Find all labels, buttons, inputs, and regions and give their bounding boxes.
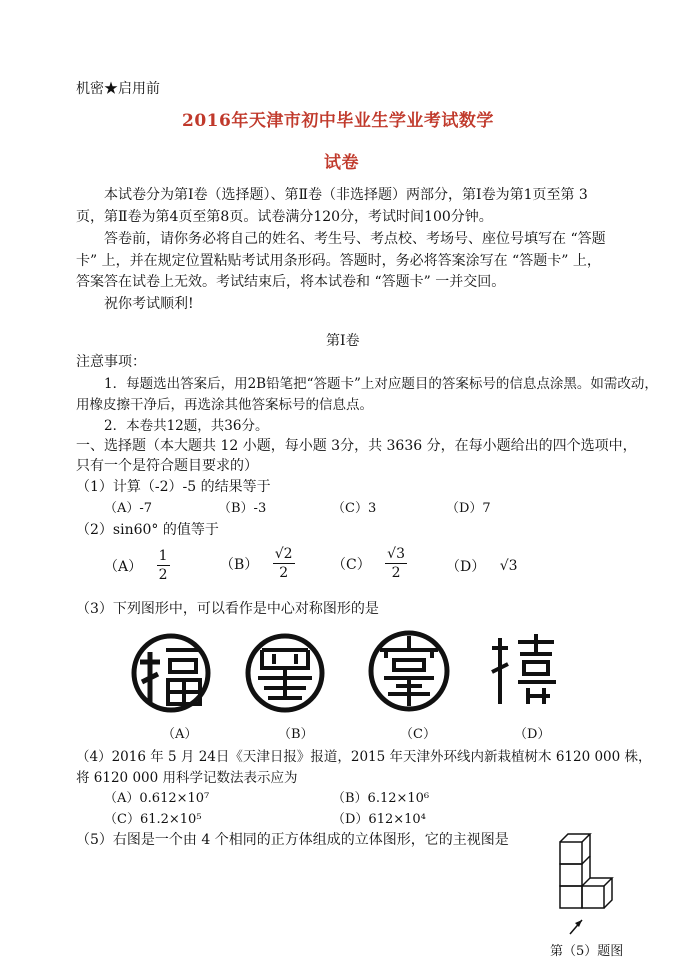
q2-stem: （2）sin60° 的值等于 xyxy=(76,522,219,538)
q1-option-a: （A）-7 xyxy=(104,501,153,516)
intro-line-5: 答案答在试卷上无效。考试结束后，将本试卷和 “答题卡” 一并交回。 xyxy=(76,274,506,290)
section-title: 第Ⅰ卷 xyxy=(326,333,360,349)
q4-stem-cont: 将 6120 000 用科学记数法表示应为 xyxy=(76,770,298,786)
fraction-numerator: 1 xyxy=(158,548,168,564)
fraction-sqrt2-over-2 xyxy=(273,545,295,582)
note-1: 1．每题选出答案后，用2B铅笔把“答题卡”上对应题目的答案标号的信息点涂黑。如需改动， xyxy=(104,376,658,392)
fraction-numerator: √2 xyxy=(274,546,293,562)
q1-option-d: （D）7 xyxy=(446,501,491,516)
intro-line-1: 本试卷分为第Ⅰ卷（选择题）、第Ⅱ卷（非选择题）两部分，第Ⅰ卷为第1页至第 3 xyxy=(104,187,588,203)
seal-d-icon xyxy=(484,628,566,712)
q3-option-d: （D） xyxy=(514,727,551,742)
fraction-sqrt3-over-2 xyxy=(385,545,407,582)
part1-heading-cont: 只有一个是符合题目要求的） xyxy=(76,458,258,474)
intro-line-2: 页，第Ⅱ卷为第4页至第8页。试卷满分120分，考试时间100分钟。 xyxy=(76,209,493,225)
seal-fu-icon xyxy=(130,632,212,714)
q1-option-b: （B）-3 xyxy=(218,501,267,516)
q3-option-b: （B） xyxy=(278,727,314,742)
fraction-denominator: 2 xyxy=(279,565,289,581)
q4-stem: （4）2016 年 5 月 24日《天津日报》报道，2015 年天津外环线内新栽植树木 6120 000 株， xyxy=(76,749,652,765)
exam-subtitle: 试卷 xyxy=(324,153,359,173)
q2-option-b xyxy=(220,545,295,582)
intro-line-4: 卡” 上，并在规定位置粘贴考试用条形码。答题时，务必将答案涂写在 “答题卡” 上， xyxy=(76,253,601,269)
q3-option-c: （C） xyxy=(400,727,436,742)
fraction-numerator: √3 xyxy=(387,546,405,562)
q2-option-c-label: （C） xyxy=(332,556,371,573)
seal-b-icon xyxy=(244,632,326,714)
q2-option-b-label: （B） xyxy=(220,556,259,573)
exam-title: 2016年天津市初中毕业生学业考试数学 xyxy=(182,111,494,131)
q1-stem: （1）计算（-2）-5 的结果等于 xyxy=(76,479,271,495)
q4-option-a: （A）0.612×10⁷ xyxy=(104,791,210,806)
note-2: 2．本卷共12题，共36分。 xyxy=(104,418,269,434)
intro-line-3: 答卷前，请你务必将自己的姓名、考生号、考点校、考场号、座位号填写在 “答题 xyxy=(104,231,606,247)
q2-option-d xyxy=(446,556,518,576)
q5-figure-caption: 第（5）题图 xyxy=(550,944,624,959)
fraction-one-half xyxy=(157,547,170,584)
q2-option-a-label: （A） xyxy=(104,558,143,575)
q2-option-d-label: （D） xyxy=(446,559,486,575)
seal-c-icon xyxy=(366,628,452,714)
q5-stem: （5）右图是一个由 4 个相同的正方体组成的立体图形，它的主视图是 xyxy=(76,832,509,848)
confidential-label: 机密★启用前 xyxy=(76,81,160,97)
q3-stem: （3）下列图形中，可以看作是中心对称图形的是 xyxy=(76,601,379,617)
q3-option-a: （A） xyxy=(162,727,198,742)
fraction-denominator: 2 xyxy=(391,565,401,581)
part1-heading: 一、选择题（本大题共 12 小题，每小题 3分，共 3636 分，在每小题给出的四个选项中， xyxy=(76,438,637,454)
q4-option-c: （C）61.2×10⁵ xyxy=(104,812,202,827)
q4-option-b: （B）6.12×10⁶ xyxy=(332,791,430,806)
intro-wish: 祝你考试顺利! xyxy=(104,296,194,312)
q4-option-d: （D）612×10⁴ xyxy=(332,812,426,827)
notes-heading: 注意事项： xyxy=(76,354,146,370)
note-1-cont: 用橡皮擦干净后，再选涂其他答案标号的信息点。 xyxy=(76,397,373,413)
q2-option-a xyxy=(104,547,170,584)
cube-stack-figure-icon xyxy=(548,826,618,936)
sqrt3-value: √3 xyxy=(499,558,518,574)
fraction-denominator: 2 xyxy=(158,567,168,583)
q2-option-c xyxy=(332,545,407,582)
q1-option-c: （C）3 xyxy=(332,501,377,516)
